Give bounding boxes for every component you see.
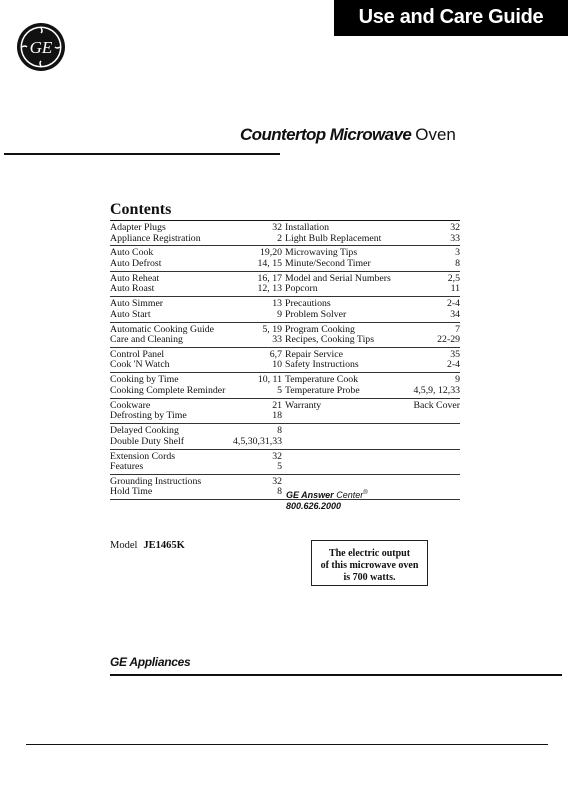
entry-label: Appliance Registration [110,232,201,244]
contents-column-right [285,297,460,321]
answer-center-name: GE Answer [286,490,334,500]
contents-column-right [285,399,460,423]
contents-entry [110,335,285,346]
contents-row [110,373,460,398]
brand-rule [110,674,562,676]
entry-page: 32 [272,222,282,233]
entry-label: Auto Cook [110,247,154,259]
entry-label: Recipes, Cooking Tips [285,334,375,346]
entry-label: Automatic Cooking Guide [110,323,214,335]
contents-row [110,399,460,424]
contents-entry [285,411,460,422]
entry-page: 9 [455,374,460,386]
model-number: JE1465K [143,540,185,551]
entry-label: Double Duty Shelf [110,435,185,447]
entry-label: Problem Solver [285,308,347,320]
output-line-1: The electric output [328,548,411,559]
brand-footer: GE Appliances [110,655,191,669]
contents-entry [285,259,460,270]
contents-column-left [110,272,285,296]
contents-entry [285,401,460,412]
entry-page: 21 [272,399,282,411]
entry-label: Cooking by Time [110,374,179,386]
contents-entry [285,426,460,437]
entry-label: Auto Start [110,308,151,320]
entry-label: Cook 'N Watch [110,359,170,371]
entry-label: Warranty [285,399,322,411]
contents-row [110,323,460,348]
contents-entry [285,437,460,448]
page-bottom-rule [26,744,548,745]
entry-page: 18 [272,410,282,422]
entry-page: 35 [450,348,460,360]
entry-page: 5 [277,384,282,396]
contents-column-right [285,221,460,245]
entry-page: 13 [272,298,282,310]
contents-entry [110,487,285,498]
contents-column-right [285,272,460,296]
contents-column-right [285,348,460,372]
contents-table [110,220,460,500]
contents-entry [285,310,460,321]
contents-entry [285,223,460,234]
entry-label: Adapter Plugs [110,222,166,233]
entry-label: Model and Serial Numbers [285,272,391,284]
entry-page: 3 [455,247,460,259]
entry-label: Cooking Complete Reminder [110,384,226,396]
entry-page: Back Cover [413,399,460,411]
entry-page: 9 [277,308,282,320]
entry-page: 14, 15 [257,257,282,269]
entry-label: Temperature Cook [285,374,359,386]
logo-text: GE [29,38,53,57]
contents-column-right [285,323,460,347]
contents-column-left [110,297,285,321]
entry-page: 8 [277,486,282,498]
contents-entry [110,234,285,245]
contents-row [110,297,460,322]
model-label [110,540,185,551]
entry-page: 2-4 [446,298,460,310]
entry-page: 7 [455,323,460,335]
entry-page: 8 [455,257,460,269]
model-label-text: Model [110,540,138,551]
entry-label: Cookware [110,399,151,411]
entry-page: 8 [277,425,282,437]
contents-entry [110,411,285,422]
product-title-main: Countertop Microwave [240,125,412,144]
answer-center-name-rest: Center [333,490,364,500]
entry-page: 5, 19 [262,323,282,335]
entry-label: Installation [285,222,330,233]
contents-column-right [285,373,460,397]
output-line-3: is 700 watts. [343,572,396,583]
contents-entry [110,386,285,397]
entry-label: Popcorn [285,283,318,295]
title-rule [4,153,280,155]
contents-entry [110,259,285,270]
entry-label: Light Bulb Replacement [285,232,382,244]
entry-label: Program Cooking [285,323,355,335]
contents-row [110,221,460,246]
entry-label: Features [110,461,144,473]
contents-entry [110,223,285,234]
entry-page: 12, 13 [257,283,282,295]
entry-page: 2 [277,232,282,244]
entry-page: 10 [272,359,282,371]
entry-page: 34 [450,308,460,320]
entry-page: 4,5,30,31,33 [233,435,282,447]
entry-label: Safety Instructions [285,359,359,371]
contents-column-right [285,450,460,474]
contents-row [110,246,460,271]
entry-label: Grounding Instructions [110,475,202,487]
contents-entry [285,386,460,397]
entry-page: 6,7 [269,348,282,360]
entry-page: 16, 17 [257,272,282,284]
contents-row [110,272,460,297]
entry-page: 33 [272,334,282,346]
contents-row [110,424,460,449]
contents-heading: Contents [110,201,172,218]
entry-page: 5 [277,461,282,473]
contents-column-right [285,246,460,270]
contents-column-left [110,373,285,397]
entry-page: 32 [272,475,282,487]
power-output-note [311,540,428,586]
entry-label: Care and Cleaning [110,334,183,346]
contents-entry [110,462,285,473]
entry-label: Precautions [285,298,331,310]
entry-page: 2,5 [447,272,460,284]
contents-column-left [110,424,285,448]
ge-logo-icon [16,22,66,72]
contents-column-left [110,246,285,270]
entry-label: Auto Roast [110,283,155,295]
contents-column-right [285,424,460,448]
entry-label: Auto Simmer [110,298,164,310]
entry-page: 4,5,9, 12,33 [413,384,460,396]
entry-label: Temperature Probe [285,384,360,396]
entry-label: Extension Cords [110,450,176,462]
guide-title-banner: Use and Care Guide [334,0,568,36]
contents-row [110,475,460,500]
entry-page: 32 [450,222,460,233]
entry-label: Delayed Cooking [110,425,179,437]
entry-page: 2-4 [446,359,460,371]
entry-page: 22-29 [437,334,460,346]
entry-label: Auto Reheat [110,272,160,284]
contents-entry [285,360,460,371]
contents-entry [285,452,460,463]
contents-column-left [110,399,285,423]
entry-label: Hold Time [110,486,153,498]
contents-entry [285,477,460,488]
contents-column-left [110,450,285,474]
contents-entry [285,335,460,346]
output-line-2: of this microwave oven [320,560,419,571]
entry-label: Minute/Second Timer [285,257,371,269]
contents-entry [110,437,285,448]
registered-mark: ® [363,490,368,496]
contents-entry [285,234,460,245]
contents-column-left [110,221,285,245]
contents-entry [110,284,285,295]
answer-center-block [286,488,368,512]
entry-page: 32 [272,450,282,462]
answer-center-phone: 800.626.2000 [286,501,342,511]
entry-label: Repair Service [285,348,343,360]
entry-page: 33 [450,232,460,244]
contents-column-left [110,475,285,499]
contents-entry [110,360,285,371]
entry-label: Control Panel [110,348,165,360]
entry-label: Defrosting by Time [110,410,187,422]
product-title [240,125,480,145]
entry-page: 19,20 [259,247,282,259]
entry-label: Auto Defrost [110,257,162,269]
contents-column-left [110,348,285,372]
contents-row [110,348,460,373]
entry-page: 10, 11 [257,374,282,386]
contents-column-left [110,323,285,347]
entry-label: Microwaving Tips [285,247,358,259]
contents-entry [285,284,460,295]
contents-row [110,450,460,475]
entry-page: 11 [450,283,460,295]
contents-entry [110,310,285,321]
product-title-suffix: Oven [415,125,456,144]
contents-entry [285,462,460,473]
